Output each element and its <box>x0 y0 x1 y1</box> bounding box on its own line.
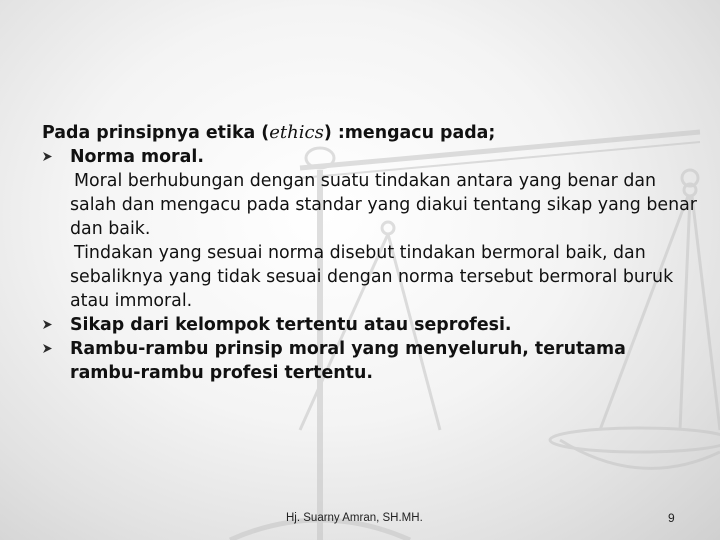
arrowhead-bullet-icon <box>42 151 53 162</box>
bullet-item-sikap <box>42 313 702 337</box>
slide-body <box>42 121 702 385</box>
page-number: 9 <box>668 511 675 525</box>
arrowhead-bullet-icon <box>42 319 53 330</box>
bullet-item-norma-moral <box>42 145 702 169</box>
arrowhead-bullet-icon <box>42 343 53 354</box>
bullet-text: Sikap dari kelompok tertentu atau seprofesi. <box>70 315 512 335</box>
intro-suffix: ) :mengacu pada; <box>323 123 496 143</box>
bullet-text: Rambu-rambu prinsip moral yang menyeluruh, terutama rambu-rambu profesi tertentu. <box>70 339 626 383</box>
footer-author: Hj. Suarny Amran, SH.MH. <box>286 512 423 524</box>
paragraph-moral: Moral berhubungan dengan suatu tindakan antara yang benar dan salah dan mengacu pada standar yang diakui tentang sikap yang benar dan baik. <box>70 171 697 239</box>
bullet-text: Norma moral. <box>70 147 204 167</box>
paragraph-tindakan: Tindakan yang sesuai norma disebut tindakan bermoral baik, dan sebaliknya yang tidak sesuai dengan norma tersebut bermoral buruk atau immoral. <box>70 243 674 311</box>
intro-prefix: Pada prinsipnya etika ( <box>42 123 270 143</box>
bullet-item-rambu <box>42 337 702 385</box>
intro-line <box>42 121 702 145</box>
intro-ethics-term: ethics <box>269 122 324 143</box>
